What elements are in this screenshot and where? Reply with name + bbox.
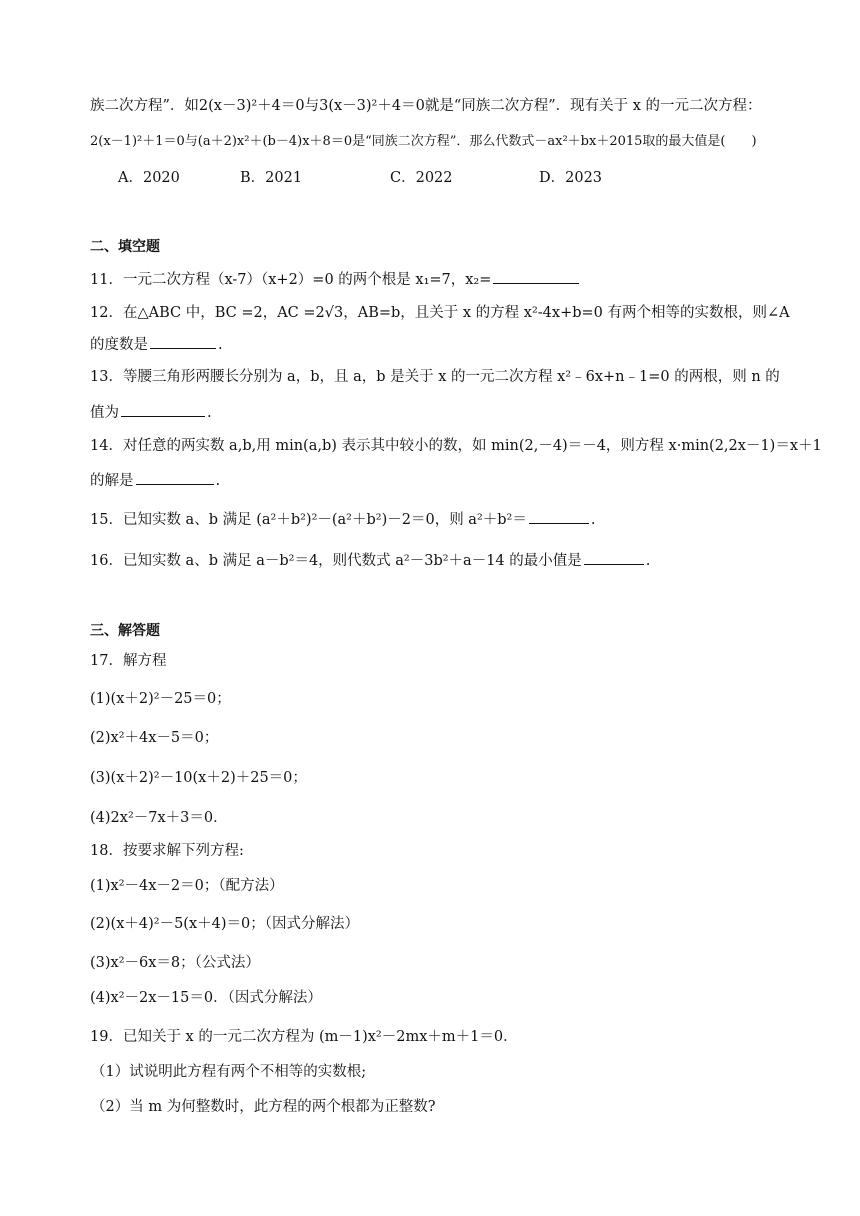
- q15-end: .: [590, 512, 596, 528]
- q12-line1: 12．在△ABC 中，BC =2，AC =2√3，AB=b，且关于 x 的方程 x²-4x+b=0 有两个相等的实数根，则∠A: [90, 305, 790, 321]
- q10-line2: 2(x－1)²＋1＝0与(a＋2)x²＋(b－4)x＋8＝0是“同族二次方程”．那么代数式－ax²＋bx＋2015取的最大值是( ): [90, 134, 757, 149]
- q17-item-1: (1)(x＋2)²－25＝0；: [90, 691, 231, 707]
- q15: [90, 508, 595, 530]
- q14-line2-text: 的解是: [90, 473, 134, 489]
- section-answer-title: 三、解答题: [90, 623, 160, 639]
- q13-line2-text: 值为: [90, 405, 119, 421]
- q12-line2: [90, 333, 223, 355]
- q18-item-4: (4)x²－2x－15＝0．（因式分解法）: [90, 990, 322, 1006]
- q16-answer-blank[interactable]: [584, 549, 644, 565]
- q19-title: 19．已知关于 x 的一元二次方程为 (m－1)x²－2mx＋m＋1＝0．: [90, 1029, 518, 1045]
- q11: [90, 268, 581, 290]
- q16-end: .: [645, 553, 651, 569]
- q18-title: 18．按要求解下列方程:: [90, 843, 244, 859]
- q10-choice-c: C．2022: [390, 170, 453, 186]
- q14-line1: 14．对任意的两实数 a,b,用 min(a,b) 表示其中较小的数，如 min(2,－4)＝－4，则方程 x·min(2,2x－1)＝x＋1: [90, 438, 822, 454]
- q10-line1: 族二次方程”．如2(x－3)²＋4＝0与3(x－3)²＋4＝0就是“同族二次方程”．现有关于 x 的一元二次方程：: [90, 98, 762, 114]
- q19-item-1: （1）试说明此方程有两个不相等的实数根;: [91, 1064, 367, 1080]
- q11-answer-blank[interactable]: [493, 268, 579, 284]
- q17-item-3: (3)(x＋2)²－10(x＋2)＋25＝0；: [90, 770, 307, 786]
- q16: [90, 549, 650, 571]
- q12-line2-text: 的度数是: [90, 337, 148, 353]
- q18-item-2: (2)(x＋4)²－5(x＋4)＝0；（因式分解法）: [90, 916, 359, 932]
- q13-line1: 13．等腰三角形两腰长分别为 a，b，且 a，b 是关于 x 的一元二次方程 x²﹣6x+n﹣1=0 的两根，则 n 的: [90, 369, 780, 385]
- q13-line2-end: .: [207, 405, 212, 421]
- q16-text: 16．已知实数 a、b 满足 a－b²＝4，则代数式 a²－3b²＋a－14 的最小值是: [90, 553, 582, 569]
- q14-line2-end: .: [215, 473, 221, 489]
- q15-answer-blank[interactable]: [529, 508, 589, 524]
- q17-item-2: (2)x²＋4x－5＝0；: [90, 730, 219, 746]
- q11-text: 11．一元二次方程（x-7）（x+2）=0 的两个根是 x₁=7，x₂=: [90, 272, 492, 288]
- q12-answer-blank[interactable]: [150, 333, 216, 349]
- q18-item-3: (3)x²－6x＝8；（公式法）: [90, 955, 260, 971]
- q10-choice-b: B．2021: [240, 170, 303, 186]
- q12-line2-end: .: [218, 337, 223, 353]
- q17-item-4: (4)2x²－7x＋3＝0．: [90, 810, 228, 826]
- q19-item-2: （2）当 m 为何整数时，此方程的两个根都为正整数?: [91, 1099, 436, 1115]
- q13-answer-blank[interactable]: [121, 401, 205, 417]
- q10-choice-a: A．2020: [118, 170, 180, 186]
- q10-choice-d: D．2023: [539, 170, 603, 186]
- q14-answer-blank[interactable]: [136, 469, 214, 485]
- q17-title: 17．解方程: [90, 653, 167, 669]
- q13-line2: [90, 401, 212, 423]
- q14-line2: [90, 469, 220, 491]
- q15-text: 15．已知实数 a、b 满足 (a²＋b²)²－(a²＋b²)－2＝0，则 a²＋b²＝: [90, 512, 527, 528]
- section-fill-in-title: 二、填空题: [90, 239, 160, 255]
- q18-item-1: (1)x²－4x－2＝0；（配方法）: [90, 878, 284, 894]
